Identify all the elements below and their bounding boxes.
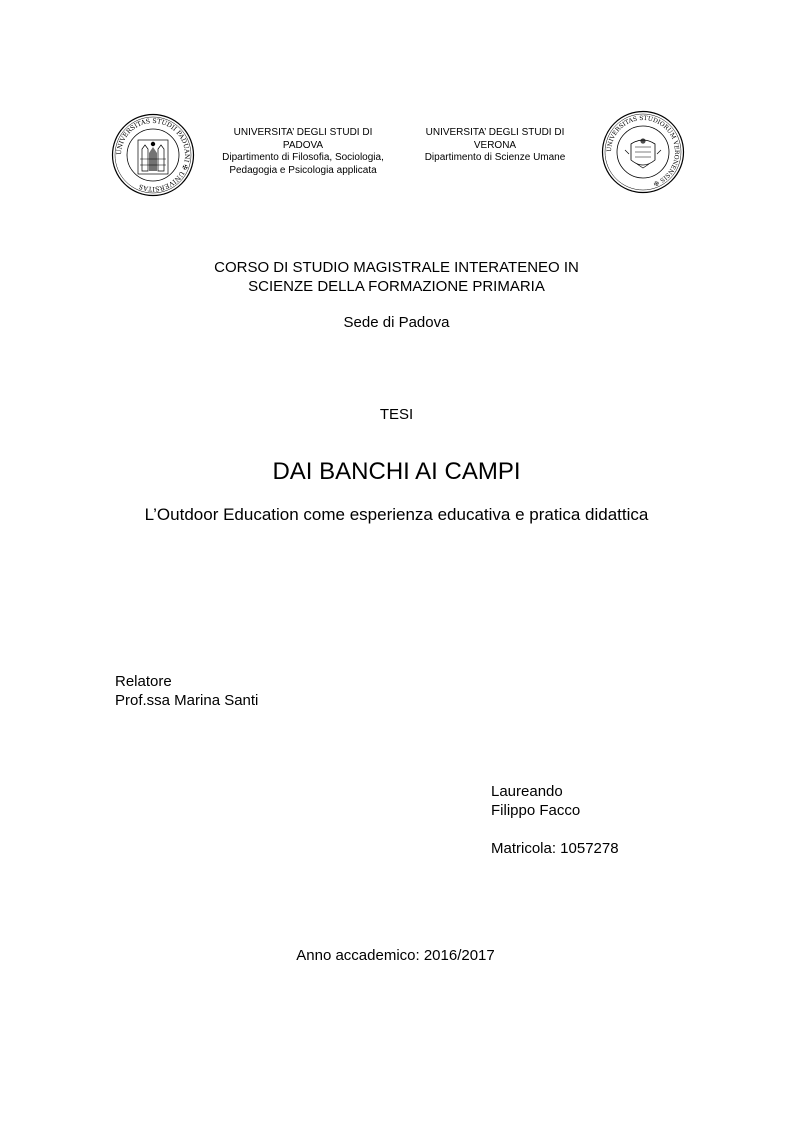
svg-text:UNIVERSITAS STUDIORUM VERONENS: UNIVERSITAS STUDIORUM VERONENSIS ✠	[605, 114, 681, 188]
academic-year: Anno accademico: 2016/2017	[296, 947, 495, 964]
course-line-1: CORSO DI STUDIO MAGISTRALE INTERATENEO IN	[214, 259, 579, 276]
thesis-title: DAI BANCHI AI CAMPI	[272, 458, 521, 485]
spacer	[491, 820, 619, 839]
candidate-matricola: Matricola: 1057278	[491, 840, 619, 857]
padova-header	[203, 127, 403, 177]
candidate-name: Filippo Facco	[491, 802, 581, 819]
verona-line-2: VERONA	[473, 139, 517, 151]
padova-line-4: Pedagogia e Psicologia applicata	[229, 164, 377, 176]
course-line-2: SCIENZE DELLA FORMAZIONE PRIMARIA	[248, 278, 545, 295]
verona-line-1: UNIVERSITA’ DEGLI STUDI DI	[425, 127, 565, 138]
supervisor-name: Prof.ssa Marina Santi	[115, 692, 259, 709]
supervisor-label: Relatore	[115, 673, 172, 690]
supervisor-block	[115, 672, 258, 710]
candidate-label: Laureando	[491, 783, 563, 800]
padova-line-1: UNIVERSITA’ DEGLI STUDI DI	[233, 127, 373, 138]
padova-line-2: PADOVA	[282, 139, 324, 151]
verona-header	[400, 127, 590, 165]
svg-text:UNIVERSITAS STUDII PADUANI ✠ U: UNIVERSITAS STUDII PADUANI ✠ UNIVERSITAS	[114, 116, 192, 194]
verona-seal-icon	[601, 110, 685, 194]
verona-line-3: Dipartimento di Scienze Umane	[424, 152, 566, 163]
padova-line-3: Dipartimento di Filosofia, Sociologia,	[222, 152, 384, 163]
thesis-label: TESI	[379, 406, 414, 423]
candidate-block	[491, 782, 619, 858]
padova-seal-icon	[111, 113, 195, 197]
course-seat: Sede di Padova	[343, 314, 450, 331]
thesis-subtitle: L’Outdoor Education come esperienza educativa e pratica didattica	[144, 505, 649, 524]
course-name	[0, 258, 793, 296]
